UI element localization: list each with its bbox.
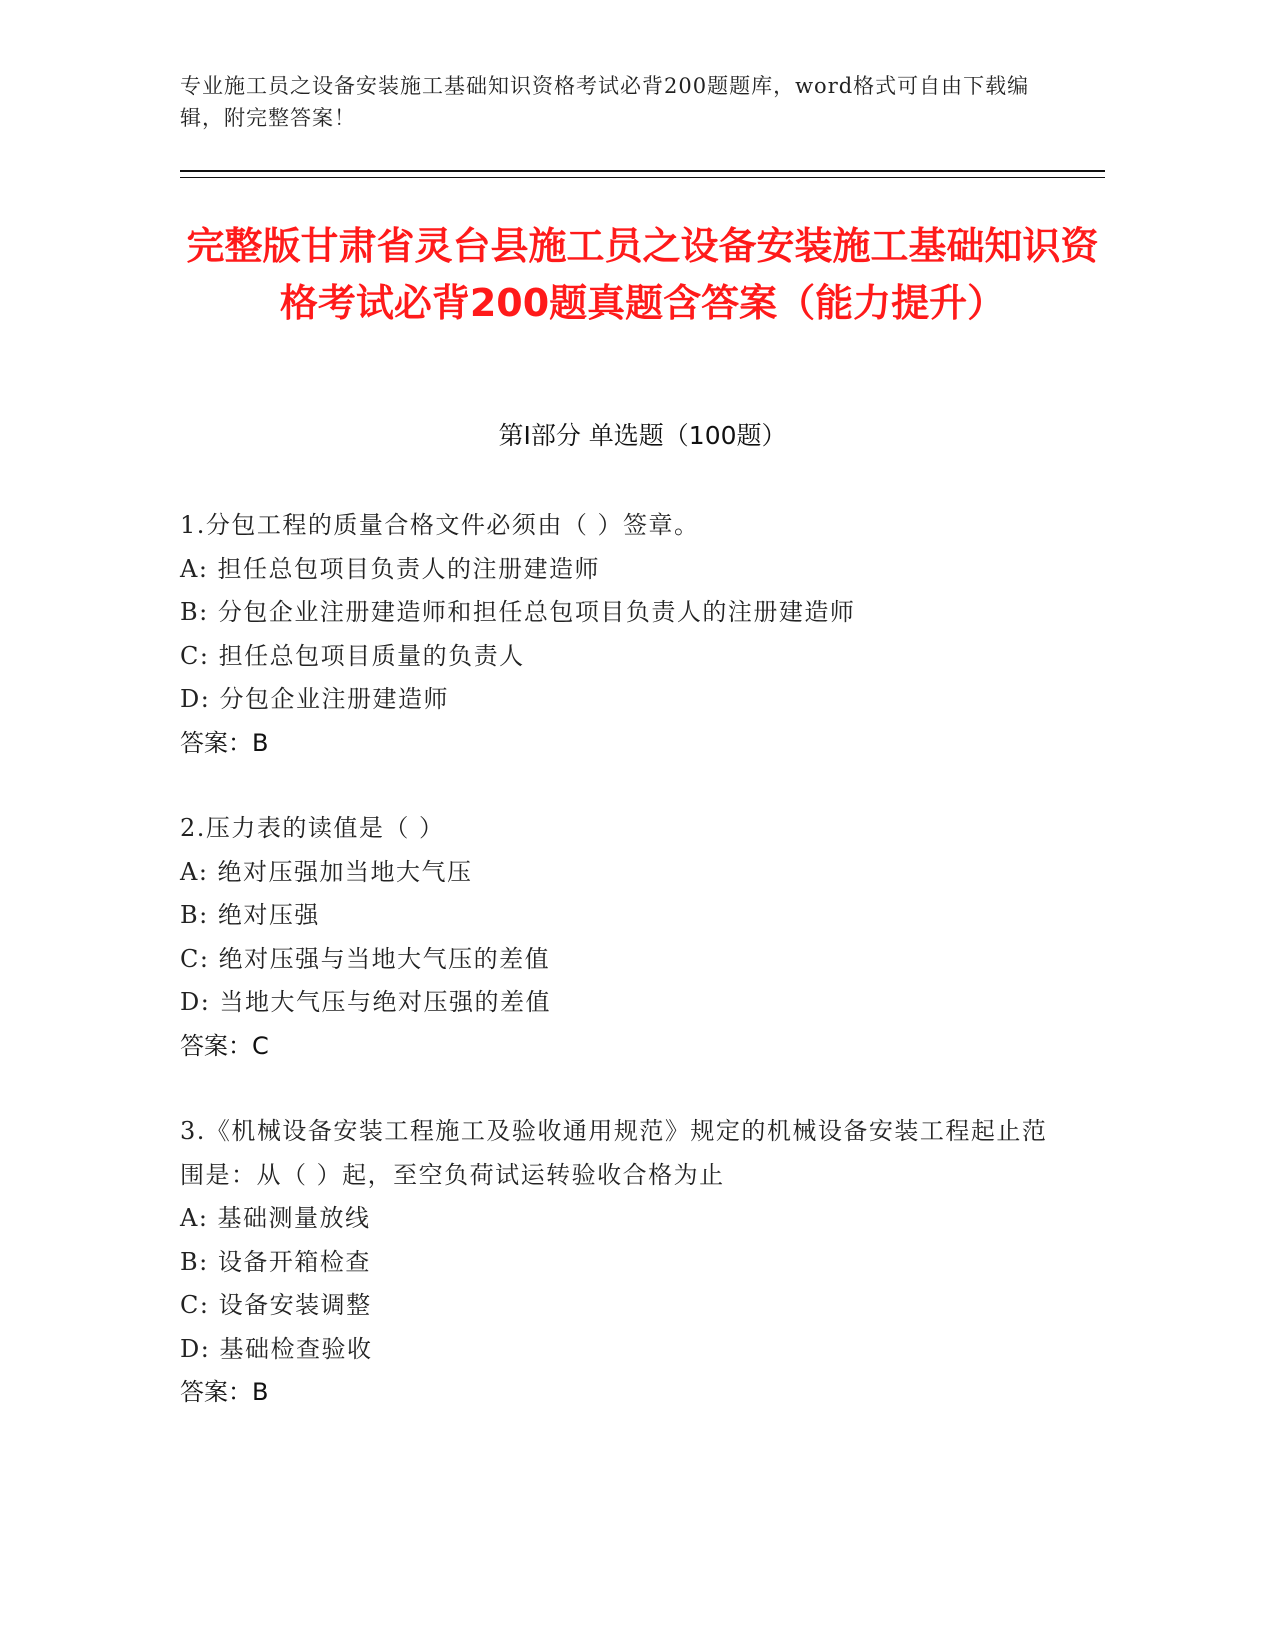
answer-line [180, 722, 1060, 766]
option-a: A: 担任总包项目负责人的注册建造师 [180, 554, 601, 583]
option-c: C: 绝对压强与当地大气压的差值 [180, 944, 551, 973]
answer-value: B [252, 1378, 269, 1406]
document-title: 完整版甘肃省灵台县施工员之设备安装施工基础知识资格考试必背200题真题含答案（能力提升） [186, 224, 1099, 325]
header-note: 专业施工员之设备安装施工基础知识资格考试必背200题题库，word格式可自由下载编辑，附完整答案！ [180, 74, 1030, 130]
option-a: A: 绝对压强加当地大气压 [180, 857, 473, 886]
option-d: D: 基础检查验收 [180, 1334, 373, 1363]
question-2 [180, 807, 1060, 1068]
option-d: D: 分包企业注册建造师 [180, 685, 449, 713]
option-d: D: 当地大气压与绝对压强的差值 [180, 988, 551, 1016]
header-divider-thin [180, 177, 1105, 178]
answer-value: C [252, 1031, 269, 1060]
option-b: B: 分包企业注册建造师和担任总包项目负责人的注册建造师 [180, 598, 856, 626]
answer-label: 答案： [180, 728, 252, 757]
question-stem: 2.压力表的读值是（ ） [180, 814, 445, 842]
option-b: B: 设备开箱检查 [180, 1247, 371, 1276]
answer-label: 答案： [180, 1031, 252, 1060]
question-1 [180, 504, 1060, 765]
question-stem: 3.《机械设备安装工程施工及验收通用规范》规定的机械设备安装工程起止范围是：从（ ）起，至空负荷试运转验收合格为止 [180, 1117, 1048, 1189]
option-c: C: 担任总包项目质量的负责人 [180, 641, 525, 670]
answer-line [180, 1371, 1060, 1415]
answer-value: B [252, 728, 269, 757]
option-c: C: 设备安装调整 [180, 1291, 372, 1319]
option-a: A: 基础测量放线 [180, 1204, 371, 1232]
answer-label: 答案： [180, 1378, 252, 1406]
question-stem: 1.分包工程的质量合格文件必须由（ ）签章。 [180, 511, 700, 539]
answer-line [180, 1025, 1060, 1069]
section-title: 第I部分 单选题（100题） [498, 421, 787, 450]
question-list [180, 504, 1060, 1457]
header-divider-thick [180, 170, 1105, 172]
option-b: B: 绝对压强 [180, 901, 320, 929]
question-3 [180, 1110, 1060, 1415]
